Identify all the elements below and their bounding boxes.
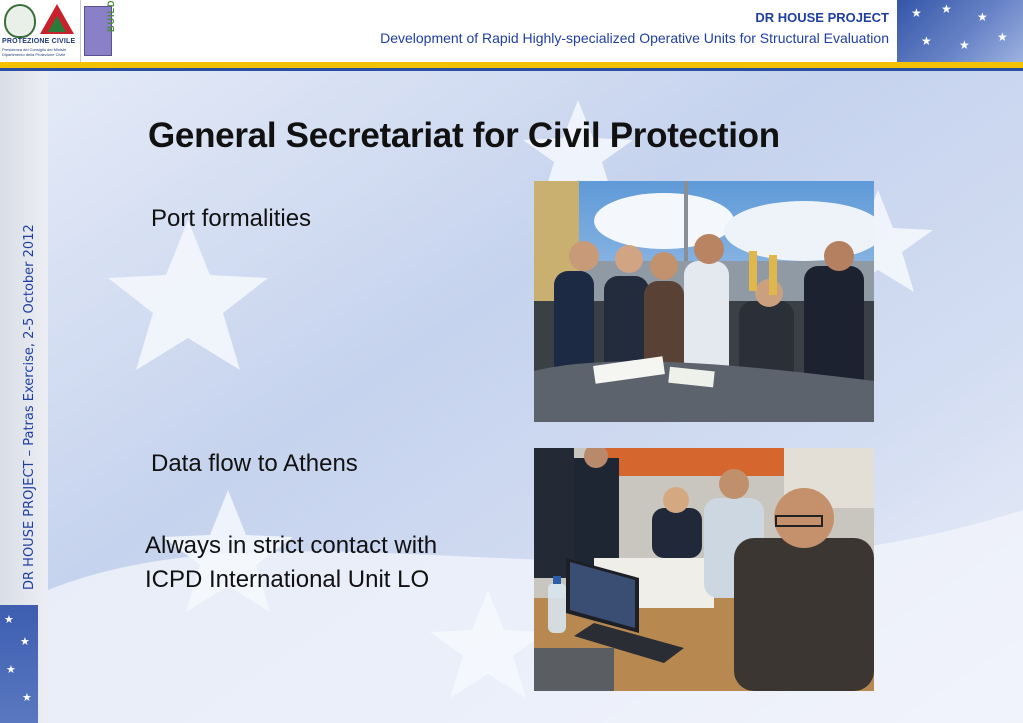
star-icon: ★	[6, 664, 16, 676]
header-blue-bar	[0, 68, 1023, 71]
bullet-data-flow: Data flow to Athens	[151, 450, 358, 477]
slide-title: General Secretariat for Civil Protection	[148, 116, 780, 155]
buildsafe-build-text: BUILD	[106, 0, 116, 32]
bullet-strict-contact: Always in strict contact with ICPD International Unit LO	[145, 532, 438, 593]
buildsafe-logo	[82, 2, 130, 60]
sidebar-vertical-text: DR HOUSE PROJECT – Patras Exercise, 2-5 October 2012	[22, 224, 37, 590]
port-formalities-photo	[534, 181, 874, 422]
eu-flag-corner-image	[897, 0, 1023, 62]
star-icon: ★	[22, 692, 32, 704]
star-icon: ★	[941, 2, 952, 16]
star-icon: ★	[20, 636, 30, 648]
left-band-flag-image	[0, 605, 38, 723]
project-subtitle: Development of Rapid Highly-specialized Operative Units for Structural Evaluation	[380, 30, 889, 46]
star-icon: ★	[977, 10, 988, 24]
slide-header	[0, 0, 1023, 64]
project-title: DR HOUSE PROJECT	[755, 10, 889, 25]
star-icon: ★	[911, 6, 922, 20]
data-flow-photo	[534, 448, 874, 691]
star-icon: ★	[921, 34, 932, 48]
protezione-civile-logo	[0, 0, 81, 62]
star-icon: ★	[997, 30, 1008, 44]
protezione-civile-subtitle: Presidenza del Consiglio dei Ministri Dipartimento della Protezione Civile	[2, 47, 67, 57]
star-icon: ★	[959, 38, 970, 52]
italian-emblem-icon	[4, 4, 36, 38]
protezione-civile-name: PROTEZIONE CIVILE	[2, 38, 76, 45]
bullet-port-formalities: Port formalities	[151, 205, 312, 232]
star-icon: ★	[4, 614, 14, 626]
